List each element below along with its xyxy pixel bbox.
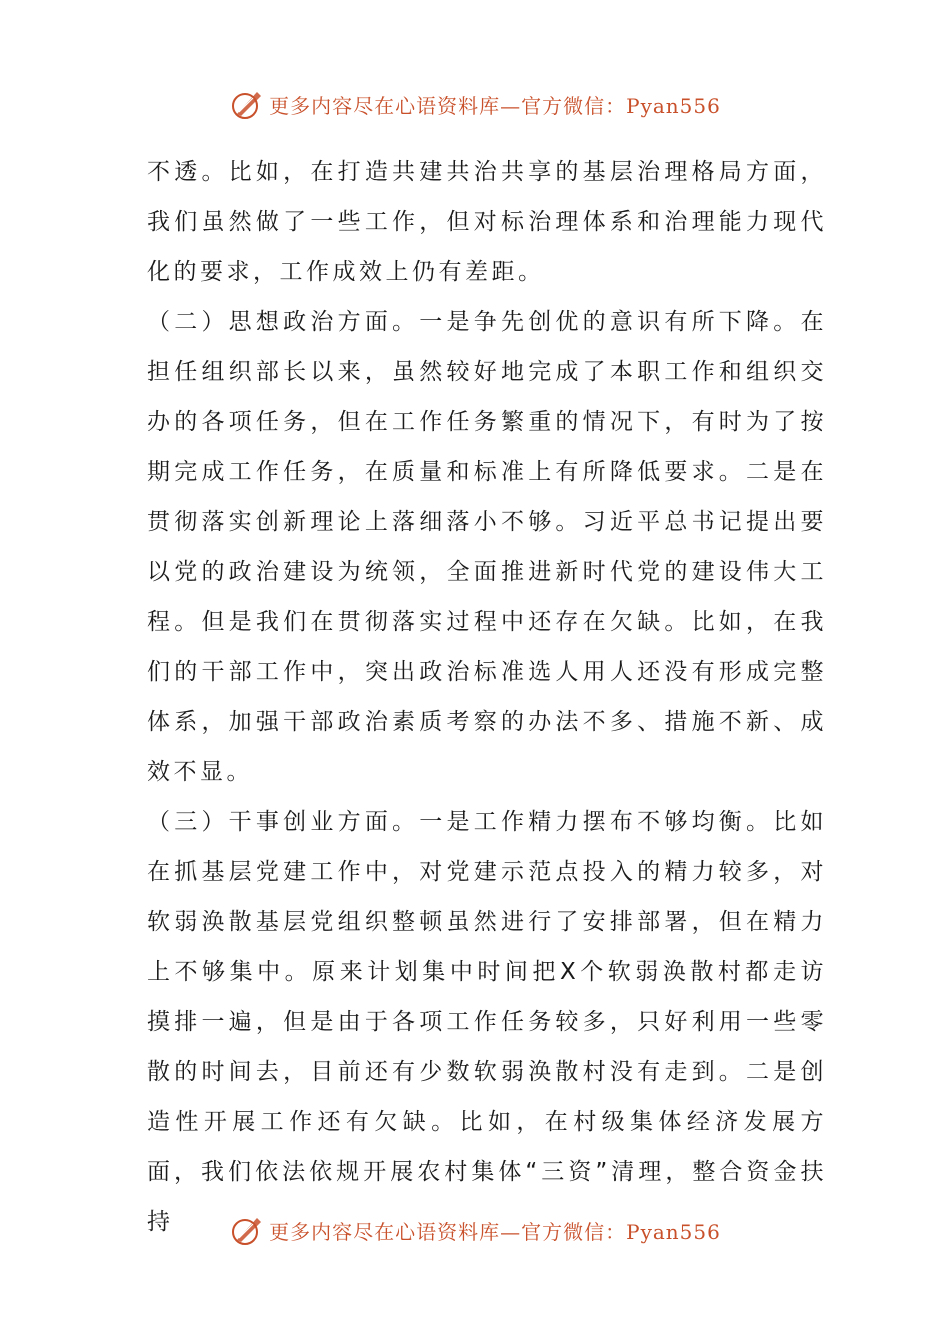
paragraph: （三）干事创业方面。一是工作精力摆布不够均衡。比如在抓基层党建工作中，对党建示范点投入的精力较多，对软弱涣散基层党组织整顿虽然进行了安排部署，但在精力上不够集中。原来计划集中时间把X个软弱涣散村都走访摸排一遍，但是由于各项工作任务较多，只好利用一些零散的时间去，目前还有少数软弱涣散村没有走到。二是创造性开展工作还有欠缺。比如，在村级集体经济发展方面，我们依法依规开展农村集体“三资”清理，整合资金扶持 [147,809,827,1235]
feather-pen-logo-icon [229,1212,265,1248]
footer-banner-text: 更多内容尽在心语资料库—官方微信：Pyan556 [269,1219,721,1244]
paragraph: （二）思想政治方面。一是争先创优的意识有所下降。在担任组织部长以来，虽然较好地完成了本职工作和组织交办的各项任务，但在工作任务繁重的情况下，有时为了按期完成工作任务，在质量和标准上有所降低要求。二是在贯彻落实创新理论上落细落小不够。习近平总书记提出要以党的政治建设为统领，全面推进新时代党的建设伟大工程。但是我们在贯彻落实过程中还存在欠缺。比如，在我们的干部工作中，突出政治标准选人用人还没有形成完整体系，加强干部政治素质考察的办法不多、措施不新、成效不显。 [147,309,827,785]
header-banner [0,84,950,124]
paragraph: 不透。比如，在打造共建共治共享的基层治理格局方面，我们虽然做了一些工作，但对标治理体系和治理能力现代化的要求，工作成效上仍有差距。 [147,159,827,285]
header-banner-text: 更多内容尽在心语资料库—官方微信：Pyan556 [269,93,721,118]
feather-pen-logo-icon [229,86,265,122]
document-body [147,147,827,1247]
footer-banner [0,1210,950,1250]
